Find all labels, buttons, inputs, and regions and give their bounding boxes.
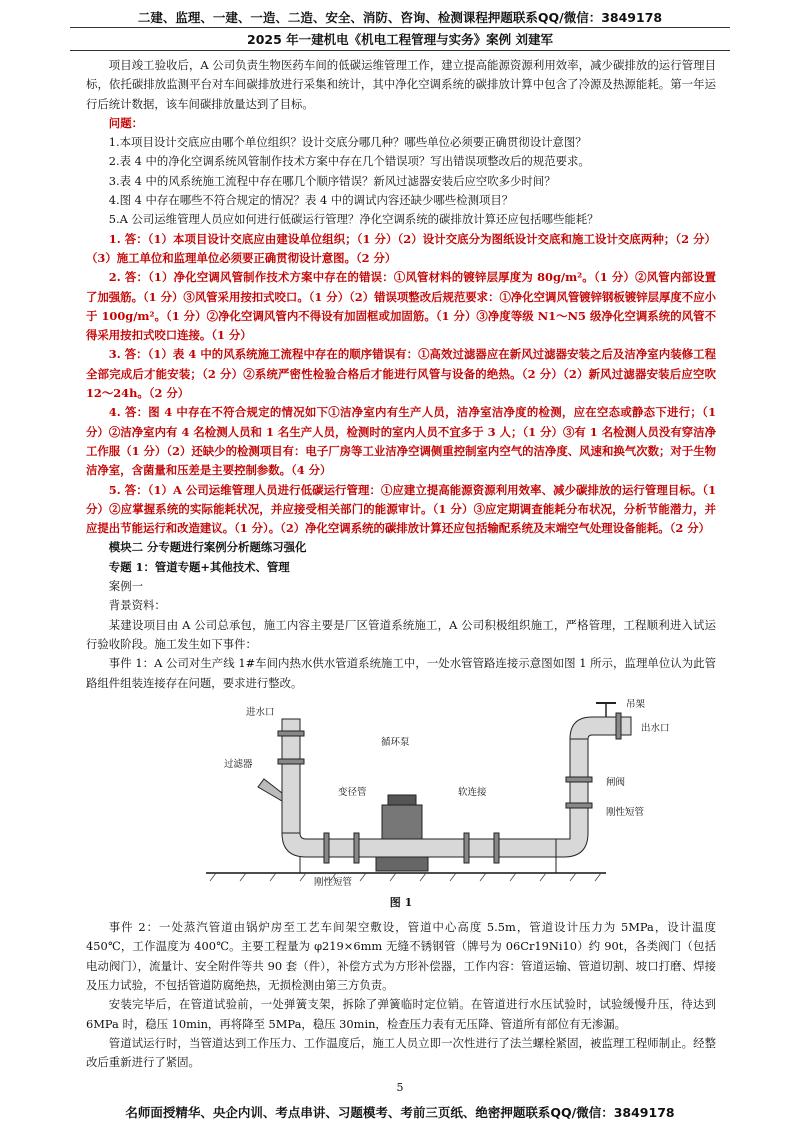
pipe-diagram-figure <box>86 699 716 891</box>
question-1: 1.本项目设计交底应由哪个单位组织？设计交底分哪几种？哪些单位必须要正确贯彻设计意图？ <box>108 135 587 150</box>
background-label: 背景资料： <box>108 598 166 613</box>
page-number: 5 <box>396 1081 404 1094</box>
bottom-flange-3 <box>464 833 469 863</box>
answer-2: 2. 答：（1）净化空调风管制作技术方案中存在的错误：①风管材料的镀锌层厚度为 80g/m²。（1 分）②风管内部设置了加强筋。（1 分）③风管采用按扣式咬口。（1 分）（2）错误项整改后规范要求：①净化空调风管镀锌钢板镀锌层厚度不应小于 100g/m²。（1 分）②净化空调风管内不得设有加固框或加固筋。（1 分）③净度等级 N1～N5 级净化空调系统的风管不得采用按扣式咬口连接。（1 分） <box>86 270 716 343</box>
label-reducer: 变径管 <box>338 786 367 798</box>
bottom-flange-2 <box>354 833 359 863</box>
label-inlet: 进水口 <box>246 706 275 718</box>
question-3: 3.表 4 中的风系统施工流程中存在哪几个顺序错误？新风过滤器安装后应空吹多少时间？ <box>108 173 556 188</box>
filter-body <box>258 779 282 801</box>
answer-4: 4. 答：图 4 中存在不符合规定的情况如下①洁净室内有生产人员，洁净室洁净度的检测，应在空态或静态下进行；（1 分）②洁净室内有 4 名检测人员和 1 名生产人员，检测时的室内人员不宜多于 3 人；（1 分）③有 1 名检测人员没有穿洁净工作服（1 分）（2）还缺少的检测项目有：电子厂房等工业洁净空调侧重控制室内空气的洁净度、风速和换气次数；对于生物洁净室，含菌量和压差是主要控制参数。（4 分） <box>86 405 716 478</box>
top-outlet-pipe <box>570 717 631 739</box>
pump-motor <box>382 805 422 839</box>
event-2-paragraph: 事件 2：一处蒸汽管道由锅炉房至工艺车间架空敷设，管道中心高度 5.5m，管道设计压力为 5MPa，设计温度 450℃，工作温度为 400℃。主要工程量为 φ219×6mm 无缝不锈钢管（牌号为 06Cr19Ni10）约 90t，各类阀门（包括电动阀门），流量计、安全附件等共 90 套（件），补偿方式为方形补偿器，工作内容：管道运输、管道切割、坡口打磨、焊接及压力试验，不包括管道防腐绝热，无损检测由第三方负责。 <box>86 920 716 992</box>
label-outlet: 出水口 <box>641 722 670 734</box>
right-flange-2 <box>566 803 592 808</box>
intro-paragraph: 项目竣工验收后，A 公司负责生物医药车间的低碳运维管理工作，建立提高能源资源利用效率，减少碳排放的运行管理目标，依托碳排放监测平台对车间碳排放进行采集和统计，其中净化空调系统的碳排放计算中包含了冷源及热源能耗。第一年运行后统计数据，该车间碳排放量达到了目标。 <box>86 58 716 111</box>
install-paragraph: 安装完毕后，在管道试验前，一处弹簧支架，拆除了弹簧临时定位销。在管道进行水压试验时，试验缓慢升压，待达到 6MPa 时，稳压 10min，再将降至 5MPa，稳压 30min，检查压力表有无压降、管道所有部位有无渗漏。 <box>86 997 716 1031</box>
right-riser-pipe <box>556 739 588 857</box>
header-divider-2 <box>70 50 730 51</box>
questions-title: 问题： <box>108 115 143 130</box>
ground-hatch <box>210 873 601 881</box>
header-divider-1 <box>70 27 730 28</box>
trial-run-paragraph: 管道试运行时，当管道达到工作压力、工作温度后，施工人员立即一次性进行了法兰螺栓紧固，被监理工程师制止。经整改后重新进行了紧固。 <box>86 1035 716 1070</box>
background-paragraph: 某建设项目由 A 公司总承包，施工内容主要是厂区管道系统施工，A 公司积极组织施工，严格管理，工程顺利进入试运行验收阶段。施工发生如下事件： <box>86 617 716 651</box>
question-2: 2.表 4 中的净化空调系统风管制作技术方案中存在几个错误项？写出错误项整改后的规范要求。 <box>108 154 590 169</box>
figure-caption: 图 1 <box>389 895 413 909</box>
pump-base <box>376 857 428 871</box>
footer-banner: 名师面授精华、央企内训、考点串讲、习题模考、考前三页纸、绝密押题联系QQ/微信：3849178 <box>125 1105 675 1120</box>
label-soft-joint: 软连接 <box>458 786 487 798</box>
label-short-pipe-right: 刚性短管 <box>606 806 645 818</box>
page-content <box>86 56 716 1072</box>
left-flange-1 <box>278 731 304 736</box>
label-pump: 循环泵 <box>381 736 410 748</box>
event-1-paragraph: 事件 1：A 公司对生产线 1#车间内热水供水管道系统施工中，一处水管管路连接示意图如图 1 所示，监理单位认为此管路组件组装连接存在问题，要求进行整改。 <box>86 656 716 690</box>
question-4: 4.图 4 中存在哪些不符合规定的情况？表 4 中的调试内容还缺少哪些检测项目？ <box>108 193 514 208</box>
bottom-flange-1 <box>324 833 329 863</box>
label-gate-valve: 闸阀 <box>606 776 626 788</box>
pump-top <box>388 795 416 805</box>
answer-5: 5. 答：（1）A 公司运维管理人员进行低碳运行管理：①应建立提高能源资源利用效率、减少碳排放的运行管理目标。（1 分）②应掌握系统的实际能耗状况，并应接受相关部门的能源审计。（1 分）③应定期调查能耗分布状况，分析节能潜力，并应提出节能运行和改造建议。（1 分）。（2）净化空调系统的碳排放计算还应包括输配系统及末端空气处理设备能耗。（2 分） <box>86 482 716 536</box>
label-hanger: 吊架 <box>626 698 646 710</box>
right-flange-1 <box>566 777 592 782</box>
label-filter: 过滤器 <box>224 758 253 770</box>
question-5: 5.A 公司运维管理人员应如何进行低碳运行管理？净化空调系统的碳排放计算还应包括哪些能耗？ <box>108 212 599 227</box>
pipe-diagram <box>86 699 716 891</box>
top-banner: 二建、监理、一建、一造、二造、安全、消防、咨询、检测课程押题联系QQ/微信：3849178 <box>137 10 663 25</box>
module-title: 模块二 分专题进行案例分析题练习强化 <box>108 540 307 555</box>
label-short-pipe-bottom: 刚性短管 <box>314 876 353 888</box>
bottom-flange-4 <box>494 833 499 863</box>
topic-title: 专题 1：管道专题+其他技术、管理 <box>108 559 290 574</box>
answer-1: 1. 答：（1）本项目设计交底应由建设单位组织；（1 分）（2）设计交底分为图纸设计交底和施工设计交底两种；（2 分）（3）施工单位和监理单位必须要正确贯彻设计意图。（2 分） <box>86 231 716 265</box>
case-label: 案例一 <box>108 579 143 594</box>
left-flange-2 <box>278 759 304 764</box>
top-flange <box>616 713 621 739</box>
answer-3: 3. 答：（1）表 4 中的风系统施工流程中存在的顺序错误有：①高效过滤器应在新风过滤器安装之后及洁净室内装修工程全部完成后才能安装；（2 分）②系统严密性检验合格后才能进行风管与设备的绝热。（2 分）（2）新风过滤器安装后应空吹 12～24h。（2 分） <box>86 347 716 401</box>
doc-title: 2025 年一建机电《机电工程管理与实务》案例 刘建军 <box>247 32 553 47</box>
